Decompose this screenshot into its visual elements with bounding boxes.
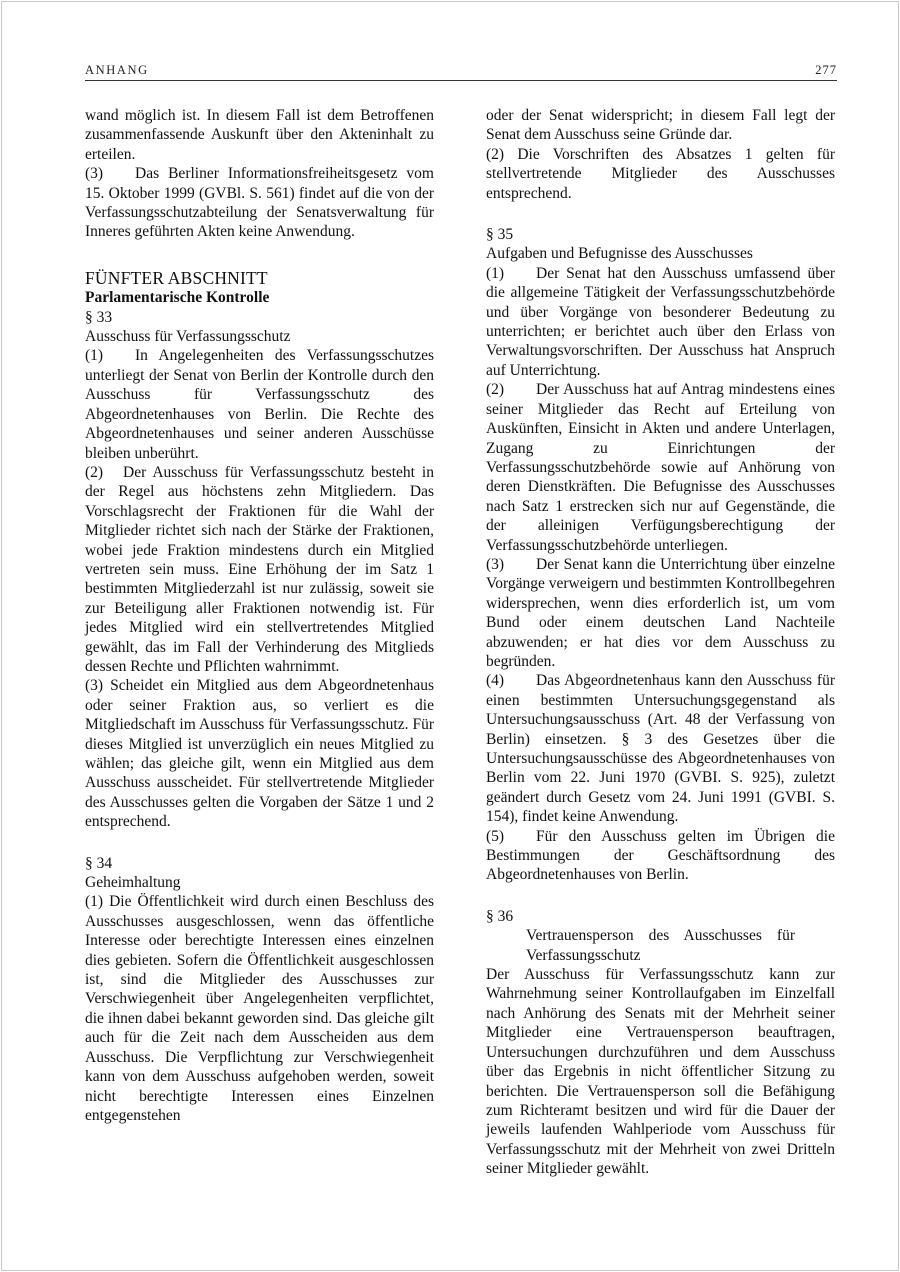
section-33-title: Ausschuss für Verfassungsschutz	[85, 328, 291, 346]
continued-paragraph: oder der Senat widerspricht; in diesem Fall legt der Senat dem Ausschuss seine Gründe dar.	[486, 107, 835, 144]
section-35-number: § 35	[486, 226, 514, 244]
section-35-paragraph-3	[486, 555, 835, 671]
running-header	[85, 63, 837, 81]
section-34-paragraph-1: (1) Die Öffentlichkeit wird durch einen Beschluss des Ausschusses ausgeschlossen, wenn das öffentliche Interesse oder berechtigte Interessen eines einzelnen dies gebieten. Sofern die Öffentlichkeit ausgeschlossen ist, sind die Mitglieder des Ausschusses zur Verschwiegenheit über Angelegenheiten verpflichtet, die ihnen dabei bekannt geworden sind. Das gleiche gilt auch für die Zeit nach dem Ausscheiden aus dem Ausschuss. Die Verpflichtung zur Verschwiegenheit kann von dem Ausschuss aufgehoben werden, soweit nicht berechtigte Interessen eines Einzelnen entgegenstehen	[85, 893, 434, 1124]
section-35-title: Aufgaben und Befugnisse des Ausschusses	[486, 245, 753, 263]
part-title: FÜNFTER ABSCHNITT	[85, 267, 268, 288]
section-33-paragraph-2	[85, 463, 434, 676]
paragraph-text: In Angelegenheiten des Verfassungsschutzes unterliegt der Senat von Berlin der Kontrolle durch den Ausschuss für Verfassungsschutz des Abgeordnetenhauses von Berlin. Die Rechte des Abgeordnetenhauses und seiner anderen Ausschüsse bleiben unberührt.	[85, 347, 434, 462]
paragraph-number: (1)	[85, 347, 104, 365]
section-34-number: § 34	[85, 854, 113, 872]
paragraph-number: (1)	[486, 264, 505, 282]
paragraph-text: Der Ausschuss für Verfassungsschutz besteht in der Regel aus höchstens zehn Mitgliedern. Das Vorschlagsrecht der Fraktionen für die Wahl der Mitglieder richtet sich nach der Stärke der Fraktionen, wobei jede Fraktion mindestens durch ein Mitglied vertreten sein muss. Eine Erhöhung der im Satz 1 bestimmten Mitgliederzahl ist nur zulässig, soweit sie zur Beteiligung aller Fraktionen notwendig ist. Für jedes Mitglied wird ein stellvertretendes Mitglied gewählt, das im Fall der Verhinderung des Mitglieds dessen Rechte und Pflichten wahrnimmt.	[85, 463, 434, 675]
section-34-title: Geheimhaltung	[85, 874, 181, 892]
section-36-number: § 36	[486, 907, 514, 925]
section-36-title: Vertrauensperson des Ausschusses für Verfassungsschutz	[526, 927, 795, 964]
header-section-label: ANHANG	[85, 63, 149, 77]
section-33-paragraph-1	[85, 346, 434, 462]
paragraph-number: (2)	[486, 381, 505, 399]
section-35-paragraph-1	[486, 264, 835, 380]
paragraph-number: (2)	[85, 463, 104, 481]
section-35-paragraph-2	[486, 380, 835, 555]
section-33-paragraph-3: (3) Scheidet ein Mitglied aus dem Abgeordnetenhaus oder seiner Fraktion aus, so verliert es die Mitgliedschaft im Ausschuss für Verfassungsschutz. Für dieses Mitglied ist unverzüglich ein neues Mitglied zu wählen; das gleiche gilt, wenn ein Mitglied aus dem Ausschuss ausscheidet. Für stellvertretende Mitglieder des Ausschusses gelten die Vorgaben der Sätze 1 und 2 entsprechend.	[85, 677, 434, 831]
header-rule	[85, 80, 837, 81]
section-35-paragraph-4	[486, 671, 835, 826]
section-34-paragraph-2: (2) Die Vorschriften des Absatzes 1 gelten für stellvertretende Mitglieder des Ausschusses entsprechend.	[486, 145, 835, 202]
paragraph-text: Der Senat hat den Ausschuss umfassend über die allgemeine Tätigkeit der Verfassungsschutzbehörde und über Vorgänge von besonderer Bedeutung zu unterrichten; er berichtet auch über den Erlass von Verwaltungsvorschriften. Der Ausschuss hat Anspruch auf Unterrichtung.	[486, 264, 835, 379]
section-36-paragraph-1: Der Ausschuss für Verfassungsschutz kann zur Wahrnehmung seiner Kontrollaufgaben im Einzelfall nach Anhörung des Senats mit der Mehrheit seiner Mitglieder eine Vertrauensperson beauftragen, Untersuchungen durchzuführen und dem Ausschuss über das Ergebnis in nicht öffentlicher Sitzung zu berichten. Die Vertrauensperson soll die Befähigung zum Richteramt besitzen und wird für die Dauer der jeweils laufenden Wahlperiode vom Ausschuss für Verfassungsschutz mit der Mehrheit von zwei Dritteln seiner Mitglieder gewählt.	[486, 966, 835, 1178]
paragraph-number: (4)	[486, 672, 505, 690]
part-subtitle: Parlamentarische Kontrolle	[85, 289, 270, 307]
paragraph-text: Für den Ausschuss gelten im Übrigen die Bestimmungen der Geschäftsordnung des Abgeordnetenhauses von Berlin.	[486, 827, 835, 884]
paragraph-text: Das Abgeordnetenhaus kann den Ausschuss für einen bestimmten Untersuchungsgegenstand als Untersuchungsausschuss (Art. 48 der Verfassung von Berlin) einsetzen. § 3 des Gesetzes über die Untersuchungsausschüsse des Abgeordnetenhauses von Berlin vom 22. Juni 1970 (GVBI. S. 925), zuletzt geändert durch Gesetz vom 24. Juni 1991 (GVBI. S. 154), findet keine Anwendung.	[486, 672, 835, 826]
paragraph-text: Das Berliner Informationsfreiheitsgesetz vom 15. Oktober 1999 (GVBl. S. 561) findet auf die von der Verfassungsschutzabteilung der Senatsverwaltung für Inneres geführten Akten keine Anwendung.	[85, 165, 434, 241]
left-column	[85, 106, 434, 1125]
paragraph-text: Der Senat kann die Unterrichtung über einzelne Vorgänge verweigern und bestimmten Kontrollbegehren widersprechen, wenn dies erforderlich ist, um vom Bund oder einem deutschen Land Nachteile abzuwenden; er hat dies vor dem Ausschuss zu begründen.	[486, 555, 835, 670]
intro-paragraph: wand möglich ist. In diesem Fall ist dem Betroffenen zusammenfassende Auskunft über den Akteninhalt zu erteilen.	[85, 107, 434, 163]
paragraph-number: (3)	[85, 165, 104, 183]
intro-paragraph-3	[85, 164, 434, 242]
paragraph-text: Der Ausschuss hat auf Antrag mindestens eines seiner Mitglieder das Recht auf Erteilung von Auskünften, Einsicht in Akten und andere Unterlagen, Zugang zu Einrichtungen der Verfassungsschutzbehörde sowie auf Anhörung von deren Dienstkräften. Die Befugnisse des Ausschusses nach Satz 1 erstrecken sich nur auf Gegenstände, die der alleinigen Verfügungsberechtigung der Verfassungsschutzbehörde unterliegen.	[486, 381, 835, 554]
section-33-number: § 33	[85, 308, 113, 326]
paragraph-number: (3)	[486, 555, 505, 573]
right-column	[486, 106, 835, 1179]
section-35-paragraph-5	[486, 827, 835, 885]
paragraph-number: (5)	[486, 827, 505, 845]
page-number: 277	[815, 63, 837, 77]
